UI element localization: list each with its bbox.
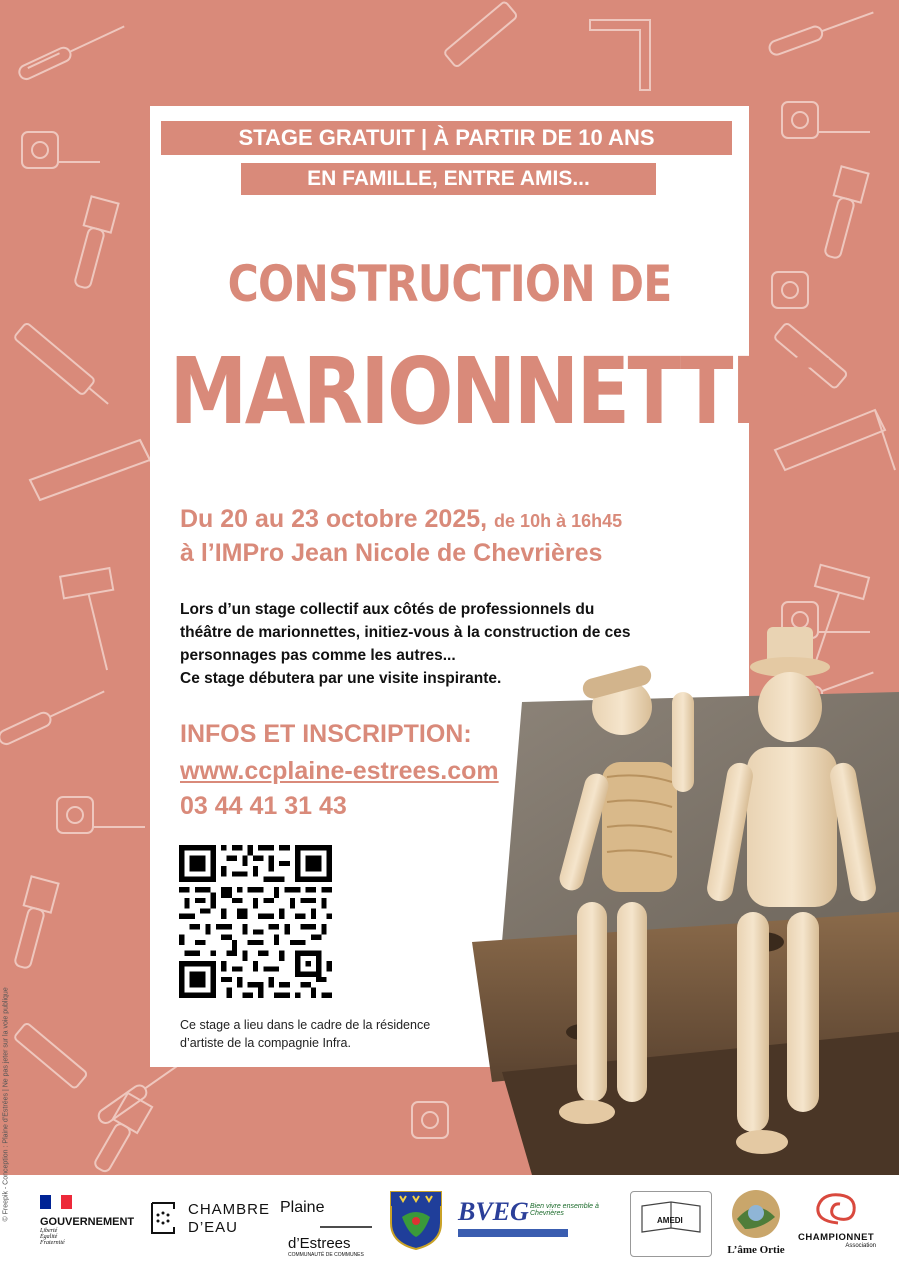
- logo-plaine-d-estrees: [280, 1199, 375, 1258]
- description-line: théâtre de marionnettes, initiez-vous à la construction de ces: [180, 624, 631, 641]
- description-line: personnages pas comme les autres...: [180, 647, 456, 664]
- chambre-d-eau-mark-icon: [150, 1201, 176, 1235]
- note-line: d’artiste de la compagnie Infra.: [180, 1036, 351, 1050]
- plaine-subtitle: COMMUNAUTÉ DE COMMUNES: [288, 1252, 364, 1258]
- championnet-swirl-icon: [808, 1191, 868, 1227]
- gouvernement-name: GOUVERNEMENT: [40, 1216, 135, 1228]
- championnet-name: CHAMPIONNET: [798, 1232, 875, 1243]
- bveg-subtitle: Bien vivre ensemble à Chevrières: [530, 1203, 599, 1217]
- title-line-2: MARIONNETTES: [169, 338, 836, 445]
- ame-ortie-emblem-icon: [725, 1189, 787, 1239]
- description-line: Ce stage débutera par une visite inspirante.: [180, 670, 502, 687]
- french-flag-icon: [40, 1195, 72, 1209]
- contact-heading: INFOS ET INSCRIPTION:: [180, 720, 472, 748]
- event-date-text: Du 20 au 23 octobre 2025,: [180, 505, 488, 533]
- qr-code[interactable]: [179, 845, 332, 998]
- header-band-family: EN FAMILLE, ENTRE AMIS...: [241, 163, 656, 195]
- logo-ame-ortie: [725, 1189, 787, 1255]
- header-band-free-course: STAGE GRATUIT | À PARTIR DE 10 ANS: [161, 121, 732, 155]
- bveg-mark: BVEG: [458, 1197, 529, 1226]
- note-line: Ce stage a lieu dans le cadre de la résidence: [180, 1018, 431, 1032]
- chambre-line-1: CHAMBRE: [188, 1201, 271, 1218]
- amedi-label: AMEDI: [657, 1216, 683, 1225]
- gouvernement-motto-3: Fraternité: [40, 1240, 65, 1246]
- chambre-line-2: D’EAU: [188, 1219, 239, 1236]
- plaine-line-1: Plaine: [280, 1199, 325, 1216]
- championnet-subtitle: Association: [845, 1243, 876, 1249]
- wooden-puppets-photo: [462, 612, 899, 1175]
- logo-bveg: [458, 1197, 608, 1237]
- description-line: Lors d’un stage collectif aux côtés de professionnels du: [180, 601, 595, 618]
- logo-championnet: [798, 1191, 880, 1249]
- logo-amedi: [630, 1191, 712, 1257]
- plaine-divider-icon: [280, 1224, 375, 1230]
- gouvernement-motto-2: Égalité: [40, 1234, 58, 1240]
- coat-of-arms-icon: [388, 1189, 444, 1251]
- logo-gouvernement: [40, 1195, 150, 1246]
- footer-partners: [0, 1175, 899, 1272]
- plaine-line-2: d’Estrees: [288, 1235, 351, 1252]
- website-link[interactable]: www.ccplaine-estrees.com: [180, 757, 499, 785]
- residency-note: [180, 1016, 500, 1052]
- phone-number[interactable]: 03 44 41 31 43: [180, 792, 347, 820]
- ame-ortie-label: L’âme Ortie: [727, 1244, 785, 1256]
- event-place: à l’IMPro Jean Nicole de Chevrières: [180, 539, 603, 567]
- title-line-1: CONSTRUCTION DE: [227, 255, 672, 313]
- bveg-banner: [458, 1229, 568, 1237]
- event-hours: de 10h à 16h45: [494, 511, 623, 531]
- event-date: [180, 505, 622, 534]
- gouvernement-motto-1: Liberté: [40, 1228, 58, 1234]
- sidebar-credit: © Freepik - Conception : Plaine d’Estrées | Ne pas jeter sur la voie publique: [2, 987, 10, 1222]
